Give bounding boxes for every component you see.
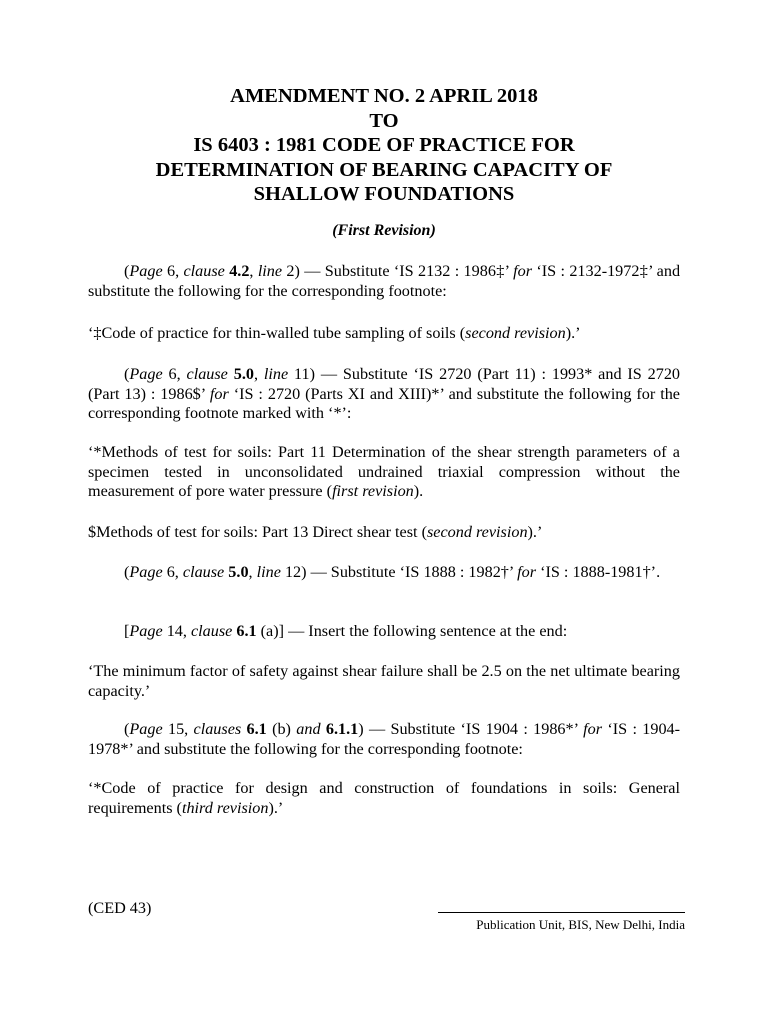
publisher-line: Publication Unit, BIS, New Delhi, India [476, 917, 685, 932]
footnote-part-11: ‘*Methods of test for soils: Part 11 Determination of the shear strength parameters of a specimen tested in unconsolidated undrained triaxial compression without the measurement of pore water pressure (first revision). [88, 443, 680, 501]
footer-divider [438, 912, 685, 913]
footnote-part-13: $Methods of test for soils: Part 13 Direct shear test (second revision).’ [88, 523, 543, 541]
revision-note: (First Revision) [332, 222, 436, 239]
amendment-clause-6-1-a: [Page 14, clause 6.1 (a)] — Insert the following sentence at the end: [124, 622, 568, 640]
title-line: DETERMINATION OF BEARING CAPACITY OF [155, 158, 613, 181]
footnote-tube-sampling: ‘‡Code of practice for thin-walled tube sampling of soils (second revision).’ [88, 324, 581, 342]
title-line: AMENDMENT NO. 2 APRIL 2018 [230, 85, 538, 107]
committee-reference: (CED 43) [88, 899, 152, 917]
document-page [88, 0, 685, 1024]
inserted-sentence-safety-factor: ‘The minimum factor of safety against shear failure shall be 2.5 on the net ultimate bearing capacity.’ [88, 662, 680, 700]
title-line: SHALLOW FOUNDATIONS [253, 183, 515, 205]
amendment-clause-6-1-b: (Page 15, clauses 6.1 (b) and 6.1.1) — Substitute ‘IS 1904 : 1986*’ for ‘IS : 1904-1978*’ and substitute the following for the corresponding footnote: [88, 720, 681, 758]
document-title [88, 84, 680, 207]
footnote-foundations: ‘*Code of practice for design and construction of foundations in soils: General requirements (third revision).’ [88, 779, 680, 817]
title-line: IS 6403 : 1981 CODE OF PRACTICE FOR [193, 134, 575, 156]
amendment-clause-5-0-line-12: (Page 6, clause 5.0, line 12) — Substitute ‘IS 1888 : 1982†’ for ‘IS : 1888-1981†’. [124, 563, 661, 581]
title-line: TO [369, 109, 399, 132]
amendment-clause-5-0-line-11: (Page 6, clause 5.0, line 11) — Substitute ‘IS 2720 (Part 11) : 1993* and IS 2720 (Part 13) : 1986$’ for ‘IS : 2720 (Parts XI and XIII)*’ and substitute the following for the corresponding footnote marked with ‘*’: [88, 365, 681, 423]
amendment-clause-4-2: (Page 6, clause 4.2, line 2) — Substitute ‘IS 2132 : 1986‡’ for ‘IS : 2132-1972‡’ and substitute the following for the corresponding footnote: [88, 262, 681, 300]
